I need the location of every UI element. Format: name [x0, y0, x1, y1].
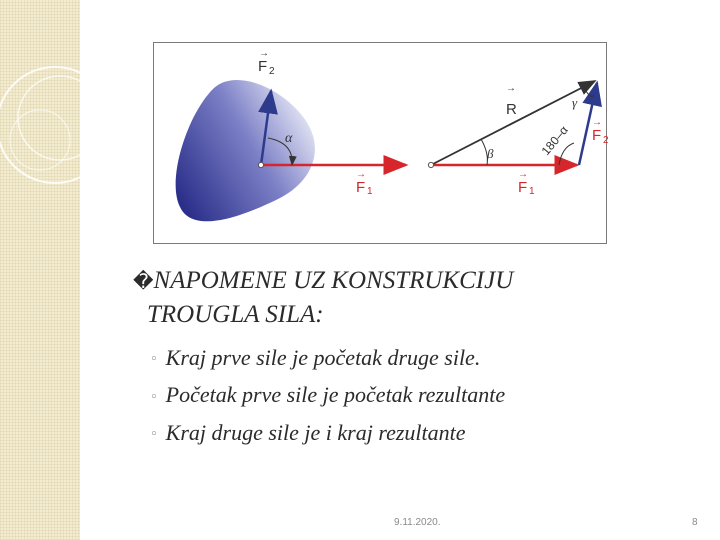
rigid-body-shape — [176, 80, 315, 221]
left-f2-label: F — [258, 58, 268, 75]
right-start-point — [428, 162, 433, 167]
bullet-mark: ◦ — [150, 389, 158, 405]
left-f1-subscript: 1 — [367, 186, 373, 197]
left-f1-arrow-mark: → — [356, 169, 366, 180]
right-f2-subscript: 2 — [603, 135, 609, 146]
bullet-mark: ◦ — [150, 427, 158, 443]
list-item — [150, 415, 670, 452]
right-f1-arrow-mark: → — [518, 169, 528, 180]
footer-date: 9.11.2020. — [394, 517, 441, 528]
bullet-text: Početak prve sile je početak rezultante — [165, 382, 506, 408]
right-gamma-label: γ — [572, 95, 578, 110]
right-r-label: R — [506, 101, 517, 118]
decorative-circles — [0, 0, 80, 540]
left-f1-label: F — [356, 179, 366, 196]
left-f2-arrow-mark: → — [259, 48, 269, 59]
left-alpha-label: α — [285, 131, 293, 146]
footer-page-number: 8 — [692, 517, 698, 528]
force-diagram-figure — [153, 42, 607, 244]
right-f2-label: F — [592, 127, 602, 144]
heading-line-2: TROUGLA SILA: — [147, 301, 324, 328]
right-angle-label: 180–α — [538, 123, 571, 158]
bullet-mark: ◦ — [150, 352, 158, 368]
bullet-text: Kraj druge sile je i kraj rezultante — [165, 419, 466, 445]
left-application-point — [258, 162, 263, 167]
slide-heading — [133, 264, 653, 332]
right-f1-label: F — [518, 179, 528, 196]
right-beta-label: β — [487, 146, 494, 161]
list-item — [150, 340, 670, 377]
right-angle-arc — [559, 143, 574, 165]
heading-line-1: NAPOMENE UZ KONSTRUKCIJU — [153, 267, 514, 294]
right-f1-subscript: 1 — [529, 186, 535, 197]
right-f2-arrow-mark: → — [592, 117, 602, 128]
bullet-list — [150, 340, 670, 452]
right-r-arrow-mark: → — [506, 83, 516, 94]
left-f2-subscript: 2 — [269, 66, 275, 77]
heading-bullet-glyph: � — [133, 269, 154, 293]
list-item — [150, 377, 670, 414]
right-gamma-arc — [586, 91, 594, 96]
bullet-text: Kraj prve sile je početak druge sile. — [165, 345, 481, 370]
decorative-side-strip — [0, 0, 80, 540]
